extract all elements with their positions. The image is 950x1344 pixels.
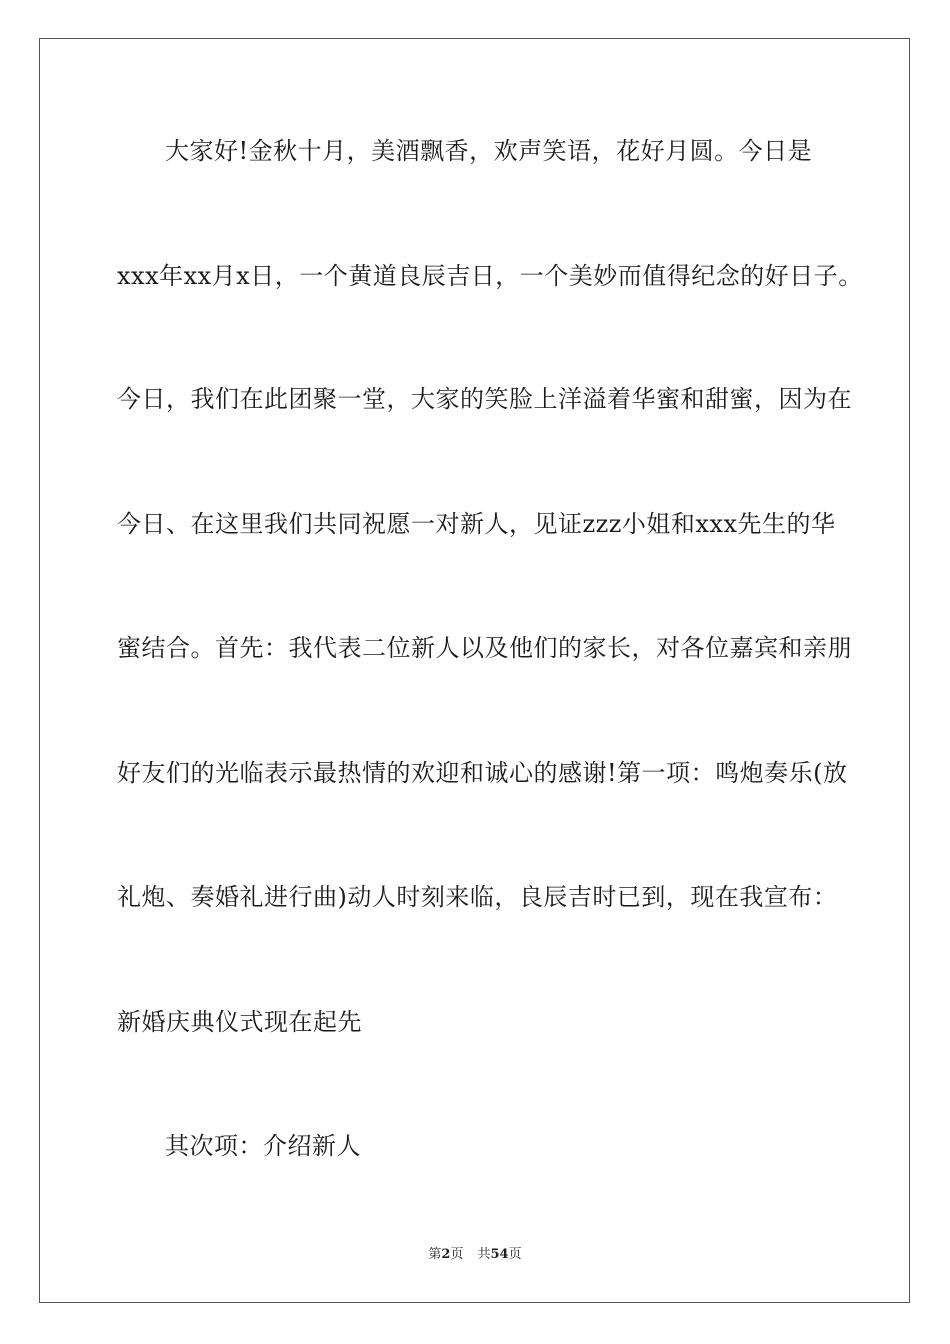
page-prefix: 第 — [428, 1247, 442, 1262]
page-number: 2 — [441, 1247, 451, 1262]
body-line-1: 大家好!金秋十月，美酒飘香，欢声笑语，花好月圆。今日是 — [165, 137, 813, 165]
body-line-9: 其次项：介绍新人 — [165, 1132, 361, 1160]
body-line-2: xxx年xx月x日，一个黄道良辰吉日，一个美妙而值得纪念的好日子。 — [117, 262, 863, 290]
total-suffix: 页 — [508, 1247, 522, 1262]
body-line-4: 今日、在这里我们共同祝愿一对新人，见证zzz小姐和xxx先生的华 — [117, 510, 836, 538]
body-line-3: 今日，我们在此团聚一堂，大家的笑脸上洋溢着华蜜和甜蜜，因为在 — [117, 385, 852, 413]
page-footer — [0, 1246, 950, 1264]
body-line-5: 蜜结合。首先：我代表二位新人以及他们的家长，对各位嘉宾和亲朋 — [117, 634, 852, 662]
body-line-8: 新婚庆典仪式现在起先 — [117, 1008, 362, 1036]
page-frame — [39, 38, 910, 1303]
total-prefix: 共 — [477, 1247, 491, 1262]
total-pages: 54 — [490, 1247, 509, 1262]
body-line-7: 礼炮、奏婚礼进行曲)动人时刻来临，良辰吉时已到，现在我宣布： — [117, 883, 838, 911]
body-line-6: 好友们的光临表示最热情的欢迎和诚心的感谢!第一项：鸣炮奏乐(放 — [117, 759, 848, 787]
page-suffix: 页 — [450, 1247, 464, 1262]
